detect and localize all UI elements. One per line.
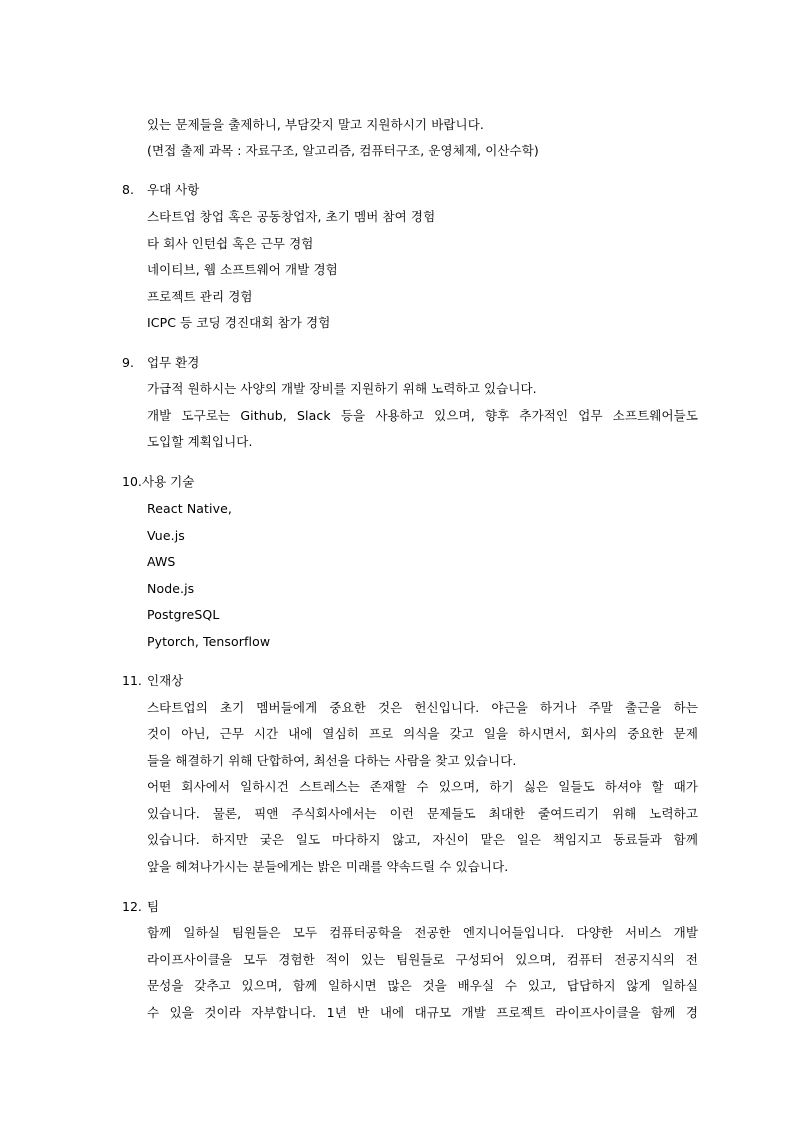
section-11-line: 어떤 회사에서 일하시건 스트레스는 존재할 수 있으며, 하기 싫은 일들도 하셔야 할 때가 [147,779,698,794]
section-10-item: Vue.js [147,528,185,543]
section-10-item: PostgreSQL [147,607,220,622]
section-12-line: 라이프사이클을 모두 경험한 적이 있는 팀원들로 구성되어 있으며, 컴퓨터 전공지식의 전 [147,952,698,967]
section-9-item: 가급적 원하시는 사양의 개발 장비를 지원하기 위해 노력하고 있습니다. [147,381,537,396]
section-10-item: React Native, [147,501,232,516]
section-8-item: 스타트업 창업 혹은 공동창업자, 초기 멤버 참여 경험 [147,209,436,224]
section-11-line: 있습니다. 물론, 픽앤 주식회사에서는 이런 문제들도 최대한 줄여드리기 위해 노력하고 [147,806,698,821]
section-9-item: 도입할 계획입니다. [147,434,253,449]
section-12-line: 함께 일하실 팀원들은 모두 컴퓨터공학을 전공한 엔지니어들입니다. 다양한 서비스 개발 [147,925,698,940]
intro-line-1: 있는 문제들을 출제하니, 부담갖지 말고 지원하시기 바랍니다. [147,117,484,132]
section-11-line: 앞을 헤쳐나가시는 분들에게는 밝은 미래를 약속드릴 수 있습니다. [147,859,509,874]
section-11-line: 것이 아닌, 근무 시간 내에 열심히 프로 의식을 갖고 일을 하시면서, 회사의 중요한 문제 [147,726,698,741]
section-10-item: Node.js [147,581,195,596]
section-9-title: 업무 환경 [147,355,200,370]
section-10-item: Pytorch, Tensorflow [147,634,271,649]
section-8-number: 8. [122,182,134,197]
section-11-title: 인재상 [147,673,184,688]
section-11-line: 있습니다. 하지만 궂은 일도 마다하지 않고, 자신이 맡은 일은 책임지고 동료들과 함께 [147,832,698,847]
section-10-title: 사용 기술 [142,474,195,489]
section-12-line: 문성을 갖추고 있으며, 함께 일하시면 많은 것을 배우실 수 있고, 답답하지 않게 일하실 [147,978,698,993]
section-8-item: ICPC 등 코딩 경진대회 참가 경험 [147,315,331,330]
intro-line-2: (면접 출제 과목 : 자료구조, 알고리즘, 컴퓨터구조, 운영체제, 이산수학) [147,143,539,158]
section-11-line: 들을 해결하기 위해 단합하여, 최선을 다하는 사람을 찾고 있습니다. [147,753,517,768]
section-11-line: 스타트업의 초기 멤버들에게 중요한 것은 헌신입니다. 야근을 하거나 주말 출근을 하는 [147,700,698,715]
section-12-title: 팀 [147,899,160,914]
section-11-number: 11. [122,673,142,688]
section-10-item: AWS [147,554,176,569]
section-12-number: 12. [122,899,142,914]
section-12-line: 수 있을 것이라 자부합니다. 1년 반 내에 대규모 개발 프로젝트 라이프사이클을 함께 경 [147,1005,698,1020]
section-8-item: 타 회사 인턴쉽 혹은 근무 경험 [147,236,314,251]
section-9-number: 9. [122,355,134,370]
section-9-item: 개발 도구로는 Github, Slack 등을 사용하고 있으며, 향후 추가적인 업무 소프트웨어들도 [147,408,698,423]
section-8-item: 네이티브, 웹 소프트웨어 개발 경험 [147,262,338,277]
section-8-item: 프로젝트 관리 경험 [147,289,253,304]
section-10-number: 10. [122,474,142,489]
section-8-title: 우대 사항 [147,182,200,197]
